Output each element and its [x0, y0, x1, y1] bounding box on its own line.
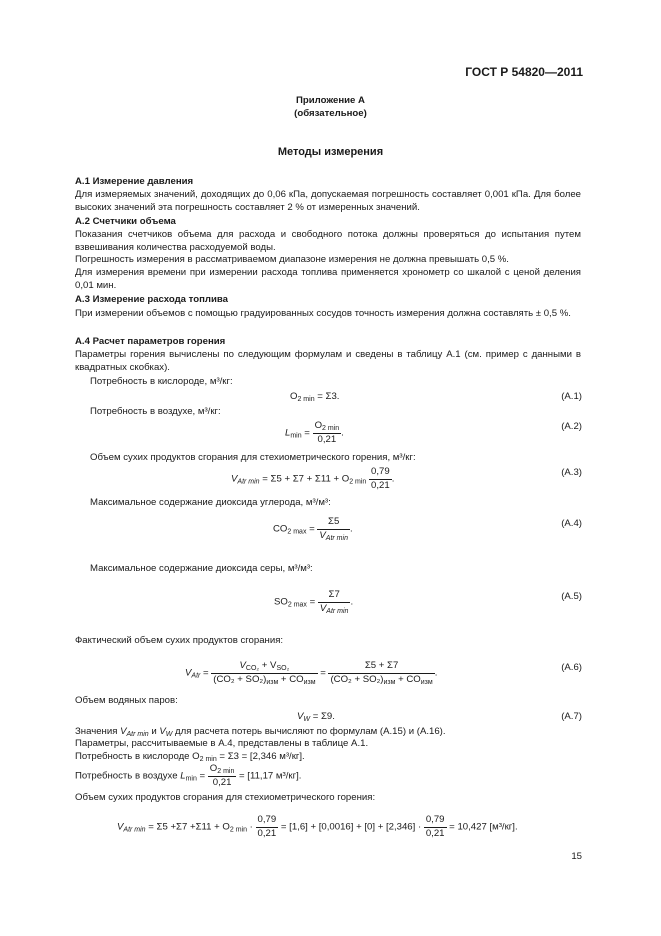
section-heading-a1: А.1 Измерение давления	[75, 176, 194, 187]
values-line-2: Параметры, рассчитываемые в А.4, представлены в таблице А.1.	[75, 738, 369, 749]
formula-a2-label: Потребность в воздухе, м³/кг:	[90, 406, 221, 417]
formula-a1-label: Потребность в кислороде, м³/кг:	[90, 376, 233, 387]
values-line-5: Объем сухих продуктов сгорания для стехиометрического горения:	[75, 792, 376, 803]
values-line-4: Потребность в воздухе $L_{min}$ = $\frac{O_{2 min}}{0,21}$ = [11,17 м³/кг].	[75, 763, 302, 788]
section-heading-a3: А.3 Измерение расхода топлива	[75, 294, 228, 305]
equation-number-a3: (А.3)	[561, 467, 582, 478]
section-text-a3: При измерении объемов с помощью градуированных сосудов точность измерения должна составлять ± 0,5 %.	[75, 308, 571, 319]
formula-a5-label: Максимальное содержание диоксида серы, м³/м³:	[90, 563, 313, 574]
formula-a4-label: Максимальное содержание диоксида углерода, м³/м³:	[90, 497, 331, 508]
document-code: ГОСТ Р 54820—2011	[465, 65, 583, 79]
formula-a6: $V_{Atr}$ = $\frac{V_{CO_2} + V_{SO_2}}{(CO_2 + SO_2)_{изм} + CO_{изм}}$ = $\frac{\Sigma 5 + \Sigma 7}{(CO_2 + SO_2)_{изм} + CO_{изм}}$ .	[185, 660, 438, 686]
equation-number-a6: (А.6)	[561, 662, 582, 673]
formula-a5: $SO_{2 max}$ = $\frac{\Sigma 7}{V_{Atr min}}$ .	[274, 589, 354, 615]
formula-a2: $L_{min}$ = $\frac{O_{2 min}}{0,21}$ .	[285, 420, 344, 445]
equation-number-a2: (А.2)	[561, 421, 582, 432]
formula-a1: $O_{2 min} = \Sigma 3$.	[290, 391, 340, 403]
formula-a3: $V_{Atr min} = \Sigma 5 + \Sigma 7 + \Sigma 11 + O_{2 min}$ $\frac{0,79}{0,21}$ .	[231, 466, 395, 491]
equation-number-a5: (А.5)	[561, 591, 582, 602]
section-heading-a2: А.2 Счетчики объема	[75, 216, 176, 227]
formula-a6-label: Фактический объем сухих продуктов сгорания:	[75, 635, 284, 646]
equation-number-a7: (А.7)	[561, 711, 582, 722]
section-heading-a4: А.4 Расчет параметров горения	[75, 336, 226, 347]
equation-number-a1: (А.1)	[561, 391, 582, 402]
appendix-title: Приложение А	[296, 95, 365, 106]
appendix-status: (обязательное)	[294, 108, 367, 119]
formula-a7: $V_W = \Sigma 9$.	[297, 711, 335, 723]
section-text-a1: Для измеряемых значений, доходящих до 0,06 кПа, допускаемая погрешность составляет 0,001 кПа. Для более высоких значений эта погрешность составляет 2 % от измеренных значений.	[75, 189, 581, 213]
section-text-a2-2: Погрешность измерения в рассматриваемом диапазоне измерения не должна превышать 0,5 %.	[75, 254, 509, 265]
values-line-3: Потребность в кислороде $O_{2 min} = \Sigma 3 = [2,346$ м³/кг].	[75, 751, 305, 763]
equation-number-a4: (А.4)	[561, 518, 582, 529]
page-number: 15	[571, 851, 582, 862]
main-title: Методы измерения	[277, 146, 384, 158]
formula-a4: $CO_{2 max}$ = $\frac{\Sigma 5}{V_{Atr min}}$ .	[273, 516, 353, 542]
formula-a3-label: Объем сухих продуктов сгорания для стехиометрического горения, м³/кг:	[90, 452, 416, 463]
formula-a7-label: Объем водяных паров:	[75, 695, 178, 706]
values-line-1: Значения $V_{Atr min}$ и $V_W$ для расчета потерь вычисляют по формулам (А.15) и (А.16).	[75, 726, 446, 738]
final-calculation: $V_{Atr min} = \Sigma 5 +\Sigma 7 +\Sigma 11 + O_{2 min}$ · $\frac{0,79}{0,21}$ = [1,6] + [0,0016] + [0] + [2,346] · $\frac{0,79}{0,21}$ = 10,427 [м³/кг].	[117, 814, 518, 839]
section-text-a2-3: Для измерения времени при измерении расхода топлива применяется хронометр со шкалой с ценой деления 0,01 мин.	[75, 267, 581, 291]
section-text-a2-1: Показания счетчиков объема для расхода и свободного потока должны проверяться до испытания путем взвешивания количества расходуемой воды.	[75, 229, 581, 253]
section-text-a4: Параметры горения вычислены по следующим формулам и сведены в таблицу А.1 (см. пример с данными в квадратных скобках).	[75, 349, 581, 373]
